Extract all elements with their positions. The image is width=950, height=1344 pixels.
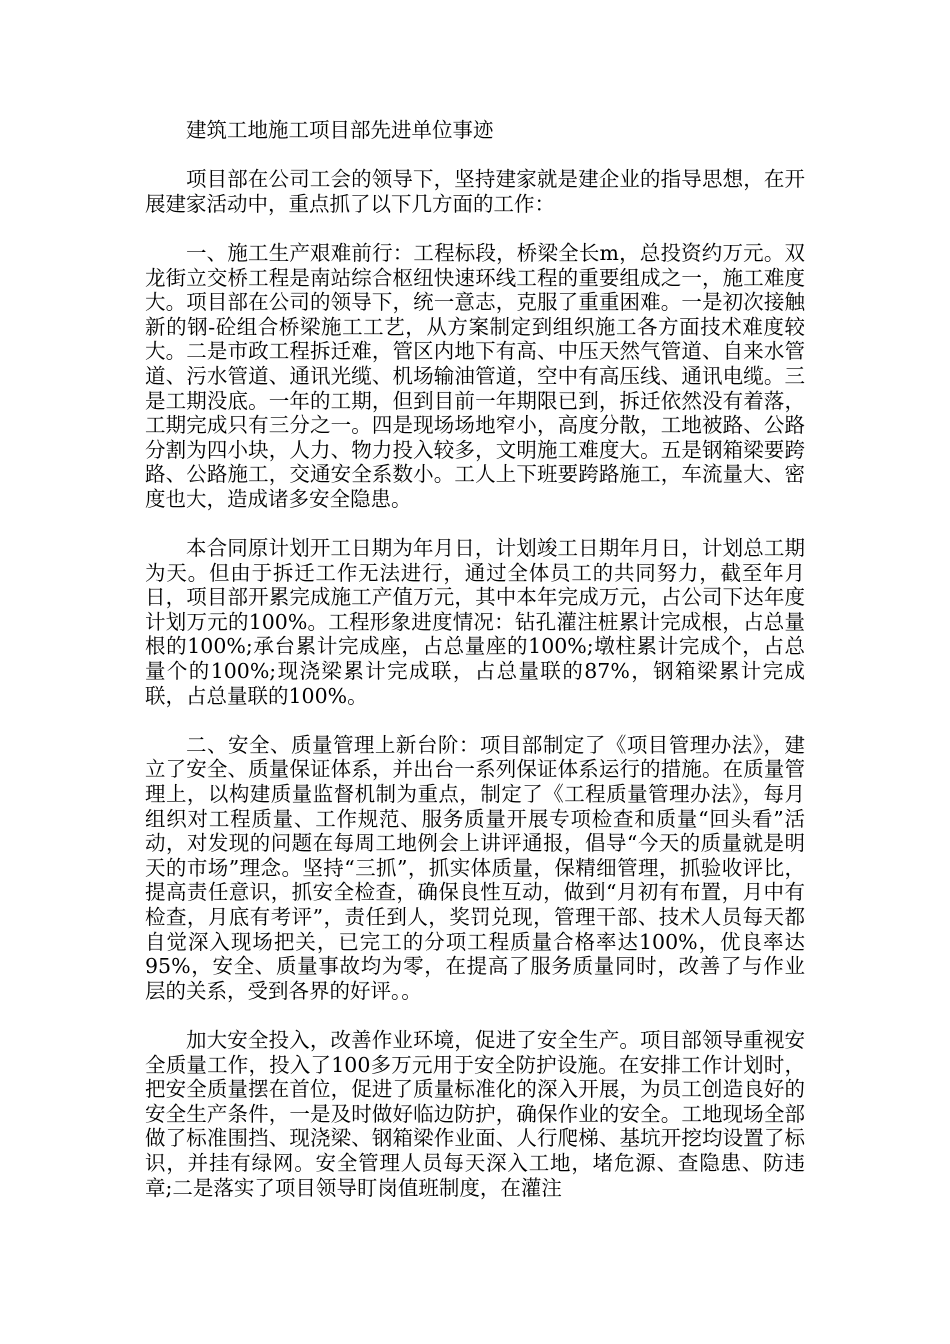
document-page: [145, 118, 805, 1225]
paragraph-quality: 二、安全、质量管理上新台阶：项目部制定了《项目管理办法》，建立了安全、质量保证体系，并出台一系列保证体系运行的措施。在质量管理上，以构建质量监督机制为重点，制定了《工程质量管理办法》，每月组织对工程质量、工作规范、服务质量开展专项检查和质量“回头看”活动，对发现的问题在每周工地例会上讲评通报，倡导“今天的质量就是明天的市场”理念。坚持“三抓”，抓实体质量，保精细管理，抓验收评比，提高责任意识，抓安全检查，确保良性互动，做到“月初有布置，月中有检查，月底有考评”，责任到人，奖罚兑现，管理干部、技术人员每天都自觉深入现场把关，已完工的分项工程质量合格率达100%，优良率达95%，安全、质量事故均为零，在提高了服务质量同时，改善了与作业层的关系，受到各界的好评。。: [145, 732, 805, 1003]
document-title: 建筑工地施工项目部先进单位事迹: [186, 118, 494, 142]
paragraph-safety: 加大安全投入，改善作业环境，促进了安全生产。项目部领导重视安全质量工作，投入了100多万元用于安全防护设施。在安排工作计划时，把安全质量摆在首位，促进了质量标准化的深入开展，为员工创造良好的安全生产条件，一是及时做好临边防护，确保作业的安全。工地现场全部做了标准围挡、现浇梁、钢箱梁作业面、人行爬梯、基坑开挖均设置了标识，并挂有绿网。安全管理人员每天深入工地，堵危源、查隐患、防违章;二是落实了项目领导盯岗值班制度，在灌注: [145, 1027, 805, 1200]
paragraph-intro: 项目部在公司工会的领导下，坚持建家就是建企业的指导思想，在开展建家活动中，重点抓了以下几方面的工作：: [145, 167, 805, 216]
paragraph-schedule: 本合同原计划开工日期为年月日，计划竣工日期年月日，计划总工期为天。但由于拆迁工作无法进行，通过全体员工的共同努力，截至年月日，项目部开累完成施工产值万元，其中本年完成万元，占公司下达年度计划万元的100%。工程形象进度情况：钻孔灌注桩累计完成根，占总量根的100%;承台累计完成座，占总量座的100%;墩柱累计完成个，占总量个的100%;现浇梁累计完成联，占总量联的87%，钢箱梁累计完成联，占总量联的100%。: [145, 536, 805, 708]
paragraph-construction: 一、施工生产艰难前行：工程标段，桥梁全长m，总投资约万元。双龙街立交桥工程是南站综合枢纽快速环线工程的重要组成之一，施工难度大。项目部在公司的领导下，统一意志，克服了重重困难。一是初次接触新的钢-砼组合桥梁施工工艺，从方案制定到组织施工各方面技术难度较大。二是市政工程拆迁难，管区内地下有高、中压天然气管道、自来水管道、污水管道、通讯光缆、机场输油管道，空中有高压线、通讯电缆。三是工期没底。一年的工期，但到目前一年期限已到，拆迁依然没有着落，工期完成只有三分之一。四是现场场地窄小，高度分散，工地被路、公路分割为四小块，人力、物力投入较多，文明施工难度大。五是钢箱梁要跨路、公路施工，交通安全系数小。工人上下班要跨路施工，车流量大、密度也大，造成诸多安全隐患。: [145, 240, 805, 511]
